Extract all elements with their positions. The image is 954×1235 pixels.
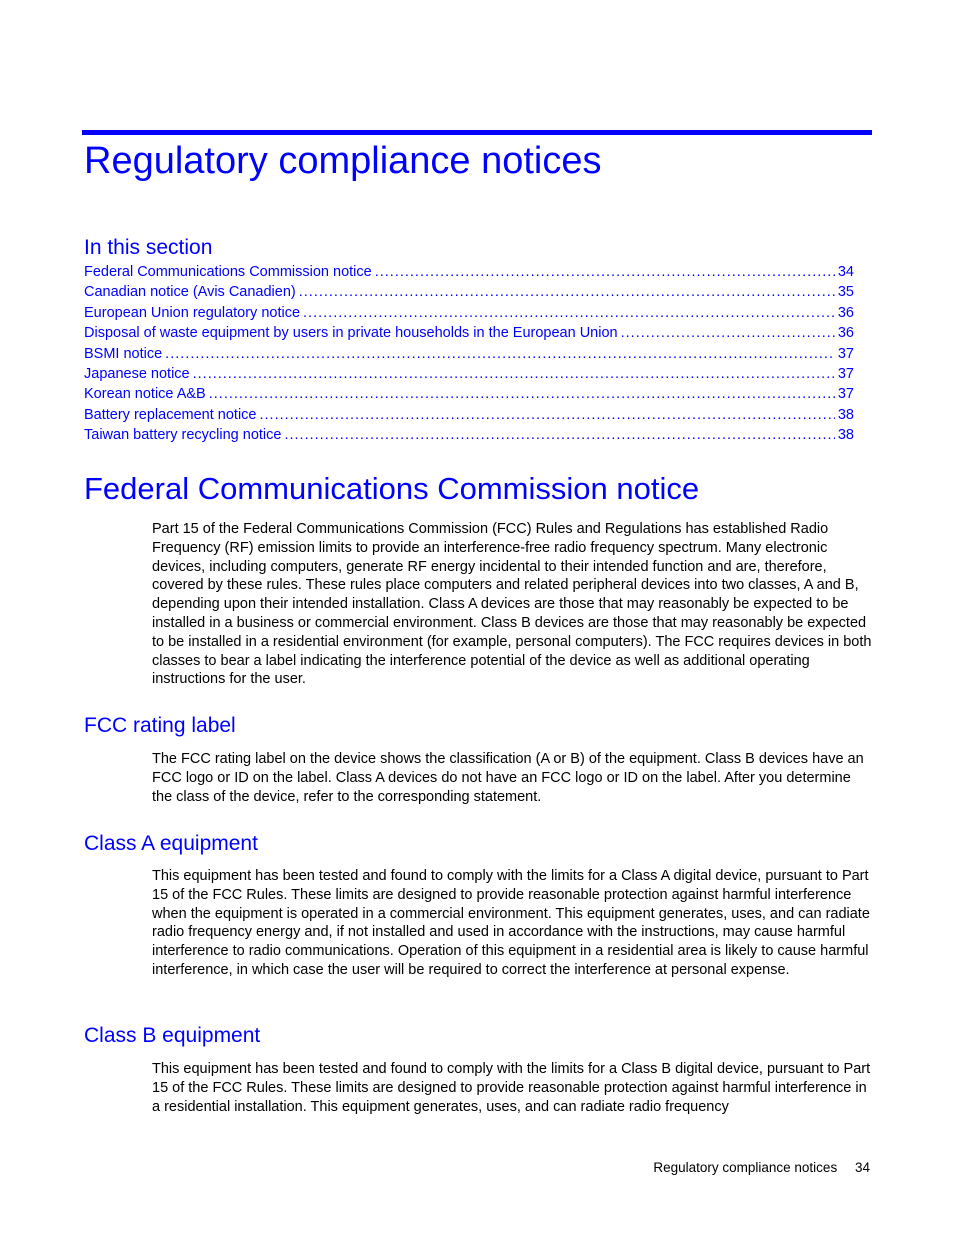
toc-entry-page: 36 — [837, 304, 854, 321]
page-footer — [653, 1159, 870, 1177]
class-a-title: Class A equipment — [84, 832, 258, 855]
toc-entry-title: Canadian notice (Avis Canadien) — [84, 284, 296, 301]
toc-leader — [375, 262, 835, 282]
toc-leader — [299, 282, 835, 302]
toc-entry-page: 38 — [837, 427, 854, 444]
class-b-title: Class B equipment — [84, 1024, 261, 1047]
toc-entry-page: 37 — [837, 345, 854, 362]
toc-entry-title: Taiwan battery recycling notice — [84, 427, 282, 444]
toc-entry-title: Battery replacement notice — [84, 406, 257, 423]
toc-entry-title: Korean notice A&B — [84, 386, 206, 403]
toc-entry-page: 36 — [837, 325, 854, 342]
toc-entry-title: BSMI notice — [84, 345, 163, 362]
toc-entry-battery[interactable] — [84, 405, 854, 425]
fcc-rating-label-title: FCC rating label — [84, 714, 236, 737]
toc-entry-taiwan[interactable] — [84, 425, 854, 445]
toc-leader — [303, 303, 835, 323]
toc-leader — [193, 364, 835, 384]
fcc-section-title: Federal Communications Commission notice — [84, 471, 700, 506]
class-a-paragraph: This equipment has been tested and found to comply with the limits for a Class A digital device, pursuant to Part 15 of the FCC Rules. These limits are designed to provide reasonable protection against harmful interference when the equipment is operated in a commercial environment. This equipment generates, uses, and can radiate radio frequency energy and, if not installed and used in accordance with the instructions, may cause harmful interference to radio communications. Operation of this equipment in a residential area is likely to cause harmful interference, in which case the user will be required to correct the interference at personal expense. — [152, 868, 870, 978]
toc-list — [84, 262, 854, 446]
toc-heading: In this section — [84, 236, 213, 259]
toc-leader — [284, 425, 834, 445]
toc-leader — [209, 384, 835, 404]
toc-leader — [165, 344, 835, 364]
toc-entry-fcc[interactable] — [84, 262, 854, 282]
fcc-rating-label-paragraph: The FCC rating label on the device shows the classification (A or B) of the equipment. Class B devices have an FCC logo or ID on the label. Class A devices do not have an FCC logo or ID on the label. After you determine the class of the device, refer to the corresponding statement. — [152, 751, 864, 805]
chapter-title: Regulatory compliance notices — [84, 140, 602, 182]
toc-entry-korean[interactable] — [84, 384, 854, 404]
toc-entry-disposal[interactable] — [84, 323, 854, 343]
footer-page-number: 34 — [854, 1160, 870, 1175]
toc-entry-eu[interactable] — [84, 303, 854, 323]
toc-entry-title: Disposal of waste equipment by users in private households in the European Union — [84, 325, 618, 342]
toc-entry-page: 35 — [837, 284, 854, 301]
toc-entry-page: 34 — [837, 264, 854, 280]
toc-leader — [259, 405, 834, 425]
fcc-paragraph: Part 15 of the Federal Communications Commission (FCC) Rules and Regulations has established Radio Frequency (RF) emission limits to provide an interference-free radio frequency spectrum. Many electronic devices, including computers, generate RF energy incidental to their intended function and are, therefore, covered by these rules. These rules place computers and related peripheral devices into two classes, A and B, depending upon their intended installation. Class A devices are those that may reasonably be expected to be installed in a business or commercial environment. Class B devices are those that may reasonably be expected to be installed in a residential environment (for example, personal computers). The FCC requires devices in both classes to bear a label indicating the interference potential of the device as well as additional operating instructions for the user. — [152, 521, 872, 688]
toc-entry-title: Federal Communications Commission notice — [84, 264, 372, 280]
class-b-paragraph: This equipment has been tested and found to comply with the limits for a Class B digital device, pursuant to Part 15 of the FCC Rules. These limits are designed to provide reasonable protection against harmful interference in a residential installation. This equipment generates, uses, and can radiate radio frequency — [152, 1061, 871, 1115]
chapter-rule — [82, 130, 872, 135]
toc-entry-title: European Union regulatory notice — [84, 304, 301, 321]
toc-entry-canadian[interactable] — [84, 282, 854, 302]
toc-entry-page: 38 — [837, 406, 854, 423]
toc-entry-bsmi[interactable] — [84, 344, 854, 364]
toc-entry-page: 37 — [837, 365, 854, 382]
footer-title: Regulatory compliance notices — [653, 1160, 838, 1175]
toc-entry-japanese[interactable] — [84, 364, 854, 384]
toc-entry-page: 37 — [837, 386, 854, 403]
toc-entry-title: Japanese notice — [84, 365, 190, 382]
toc-leader — [621, 323, 835, 343]
